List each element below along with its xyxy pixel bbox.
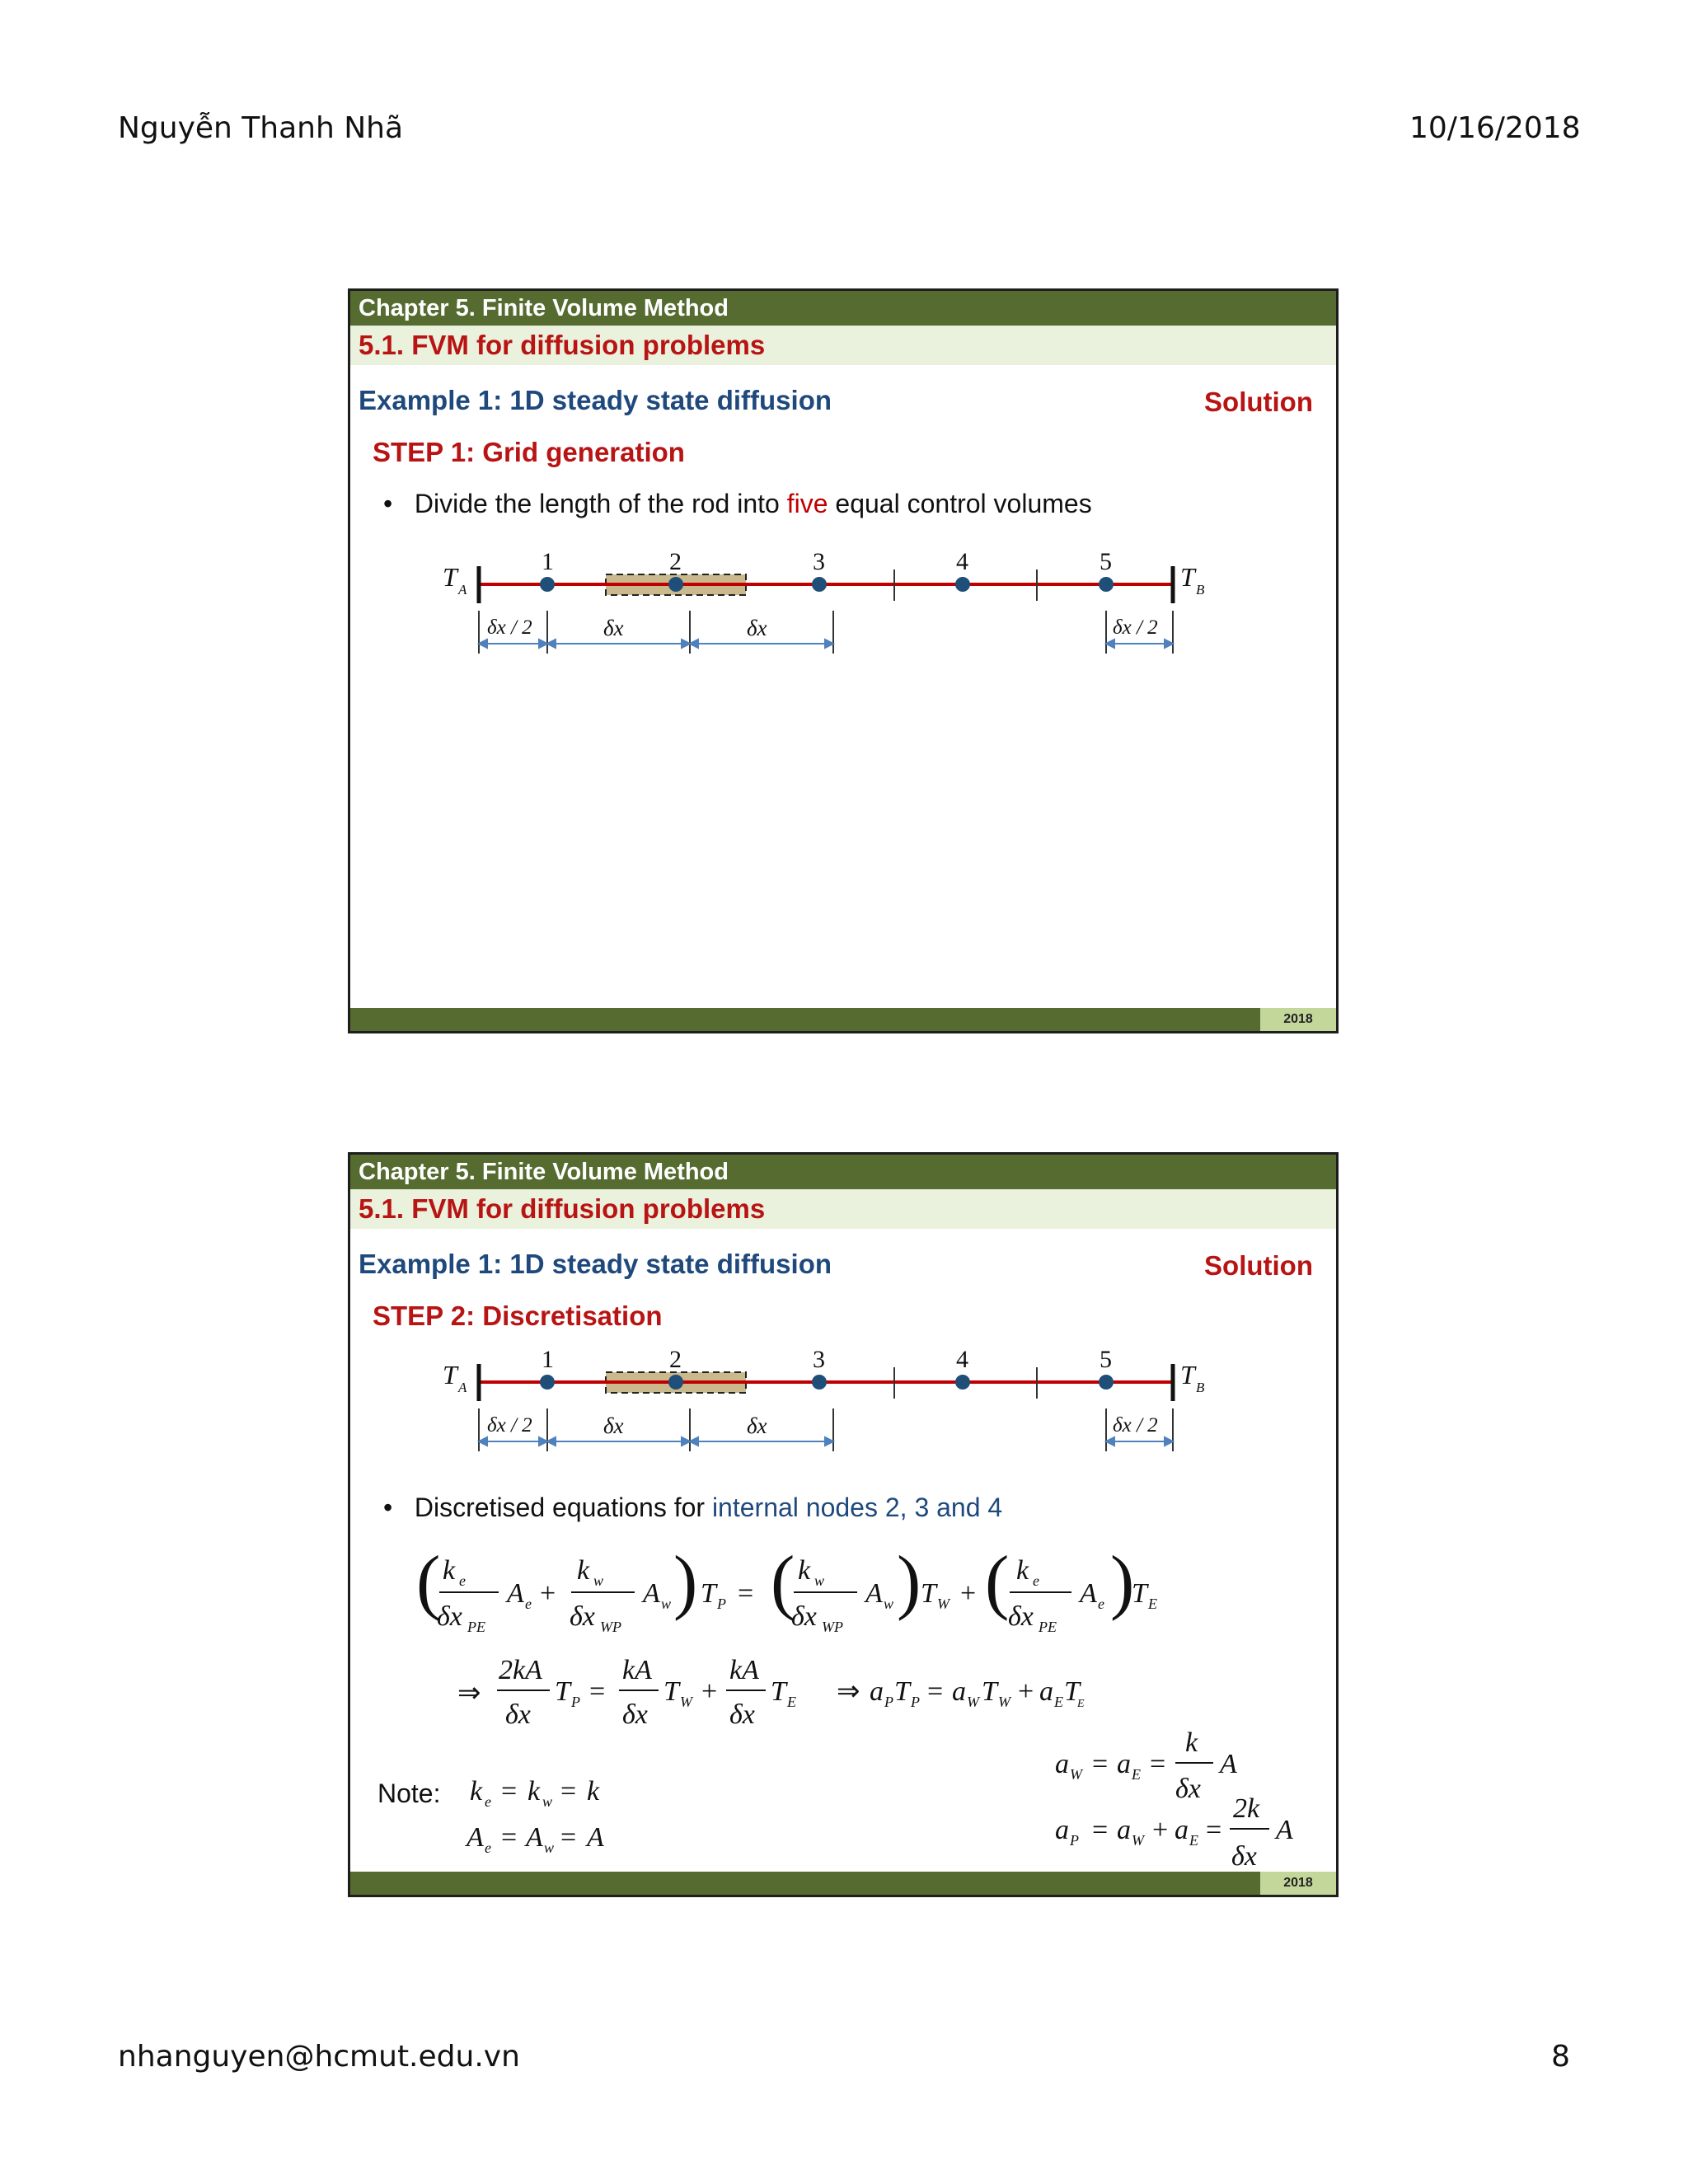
svg-text:P: P bbox=[717, 1596, 726, 1612]
highlight-five: five bbox=[786, 489, 828, 518]
svg-text:A: A bbox=[1220, 1749, 1237, 1779]
slide-2 bbox=[348, 1152, 1339, 1897]
svg-text:T: T bbox=[701, 1578, 716, 1609]
svg-text:k: k bbox=[1016, 1555, 1029, 1586]
svg-text:E: E bbox=[1054, 1694, 1063, 1710]
left-boundary-label: T bbox=[443, 562, 457, 592]
svg-text:2k: 2k bbox=[1233, 1793, 1260, 1824]
svg-text:δx: δx bbox=[1008, 1601, 1034, 1632]
svg-text:a: a bbox=[1055, 1815, 1069, 1845]
chapter-title: Chapter 5. Finite Volume Method bbox=[350, 291, 1336, 326]
dim-full-1: δx bbox=[603, 1413, 624, 1438]
bullet-text: • Discretised equations for internal nodes 2, 3 and 4 bbox=[383, 1493, 1003, 1522]
note-equations bbox=[467, 1769, 684, 1859]
example-title: Example 1: 1D steady state diffusion bbox=[359, 385, 832, 415]
svg-text:a: a bbox=[1055, 1749, 1069, 1779]
svg-text:k: k bbox=[443, 1555, 456, 1586]
svg-text:E: E bbox=[1189, 1832, 1198, 1849]
node-label-5: 5 bbox=[1100, 548, 1112, 575]
discretised-equation bbox=[416, 1538, 1158, 1645]
example-title: Example 1: 1D steady state diffusion bbox=[359, 1249, 832, 1279]
svg-text:a: a bbox=[1117, 1815, 1131, 1845]
svg-text:=: = bbox=[1206, 1815, 1222, 1845]
solution-label: Solution bbox=[1204, 1250, 1313, 1281]
svg-text:2kA: 2kA bbox=[499, 1655, 542, 1685]
node-label-3: 3 bbox=[813, 1346, 825, 1373]
svg-text:A: A bbox=[1276, 1815, 1293, 1845]
svg-text:k: k bbox=[1185, 1727, 1198, 1758]
svg-text:δx: δx bbox=[1175, 1774, 1201, 1804]
svg-text:k: k bbox=[798, 1555, 811, 1586]
node-label-2: 2 bbox=[669, 548, 682, 575]
svg-text:WP: WP bbox=[822, 1619, 843, 1635]
svg-text:e: e bbox=[1098, 1596, 1104, 1612]
svg-text:E: E bbox=[1132, 1766, 1141, 1783]
svg-text:T: T bbox=[663, 1676, 679, 1707]
svg-text:P: P bbox=[884, 1694, 893, 1710]
svg-text:PE: PE bbox=[467, 1619, 485, 1635]
simplified-equation bbox=[457, 1649, 1084, 1740]
svg-text:E: E bbox=[1077, 1698, 1085, 1710]
svg-text:P: P bbox=[911, 1694, 920, 1710]
right-boundary-label: T bbox=[1180, 1360, 1195, 1390]
svg-text:δx: δx bbox=[1231, 1841, 1257, 1872]
svg-text:(: ( bbox=[771, 1542, 795, 1622]
svg-text:=: = bbox=[1092, 1749, 1109, 1779]
svg-text:T: T bbox=[1064, 1676, 1080, 1707]
dim-half-right: δx / 2 bbox=[1113, 616, 1158, 639]
svg-text:(: ( bbox=[985, 1542, 1010, 1622]
right-boundary-sub: B bbox=[1196, 582, 1205, 598]
svg-text:k: k bbox=[587, 1776, 600, 1807]
svg-text:+: + bbox=[1018, 1676, 1034, 1707]
svg-text:T: T bbox=[894, 1676, 910, 1707]
dim-full-1: δx bbox=[603, 616, 624, 640]
svg-text:=: = bbox=[738, 1578, 754, 1609]
svg-text:=: = bbox=[927, 1676, 944, 1707]
svg-text:A: A bbox=[507, 1578, 524, 1609]
step-title: STEP 1: Grid generation bbox=[373, 437, 685, 467]
svg-text:A: A bbox=[865, 1578, 883, 1609]
svg-text:δx: δx bbox=[437, 1601, 462, 1632]
svg-text:+: + bbox=[960, 1578, 977, 1609]
svg-text:=: = bbox=[1150, 1749, 1166, 1779]
svg-text:e: e bbox=[1033, 1572, 1039, 1589]
svg-text:T: T bbox=[982, 1676, 997, 1707]
left-boundary-sub: A bbox=[458, 582, 467, 598]
svg-text:+: + bbox=[540, 1578, 556, 1609]
svg-text:k: k bbox=[470, 1776, 483, 1807]
right-boundary-sub: B bbox=[1196, 1380, 1205, 1395]
svg-text:=: = bbox=[501, 1822, 518, 1853]
svg-text:A: A bbox=[587, 1822, 604, 1853]
svg-text:w: w bbox=[884, 1596, 894, 1612]
note-label: Note: bbox=[377, 1779, 441, 1808]
node-label-4: 4 bbox=[956, 1346, 968, 1373]
svg-text:=: = bbox=[501, 1776, 518, 1807]
svg-text:A: A bbox=[1080, 1578, 1097, 1609]
svg-text:): ) bbox=[673, 1542, 698, 1622]
svg-text:k: k bbox=[528, 1776, 541, 1807]
svg-text:e: e bbox=[459, 1572, 466, 1589]
node-label-2: 2 bbox=[669, 1346, 682, 1373]
slide-footer-bar bbox=[350, 1008, 1336, 1031]
slide-1 bbox=[348, 288, 1339, 1033]
slide-footer-bar bbox=[350, 1872, 1336, 1895]
dim-half-left: δx / 2 bbox=[487, 1414, 532, 1436]
svg-text:=: = bbox=[560, 1776, 577, 1807]
node-label-4: 4 bbox=[956, 548, 968, 575]
svg-text:w: w bbox=[542, 1793, 553, 1810]
svg-text:a: a bbox=[1039, 1676, 1053, 1707]
svg-text:a: a bbox=[1175, 1815, 1189, 1845]
svg-text:W: W bbox=[967, 1694, 979, 1710]
solution-label: Solution bbox=[1204, 387, 1313, 417]
svg-text:a: a bbox=[952, 1676, 966, 1707]
svg-text:=: = bbox=[560, 1822, 577, 1853]
dim-full-2: δx bbox=[747, 1413, 767, 1438]
svg-text:w: w bbox=[814, 1572, 825, 1589]
svg-text:): ) bbox=[897, 1542, 921, 1622]
svg-text:e: e bbox=[485, 1840, 491, 1856]
svg-text:k: k bbox=[577, 1555, 590, 1586]
svg-text:w: w bbox=[661, 1596, 672, 1612]
node-label-1: 1 bbox=[542, 1346, 554, 1373]
svg-text:+: + bbox=[1152, 1815, 1169, 1845]
rod-grid-diagram bbox=[443, 548, 1234, 668]
svg-text:kA: kA bbox=[622, 1655, 652, 1685]
slide-year: 2018 bbox=[1260, 1872, 1336, 1895]
svg-text:kA: kA bbox=[729, 1655, 759, 1685]
svg-text:W: W bbox=[1070, 1766, 1082, 1783]
svg-text:δx: δx bbox=[505, 1699, 531, 1730]
author-email: nhanguyen@hcmut.edu.vn bbox=[118, 2040, 520, 2074]
svg-text:δx: δx bbox=[791, 1601, 817, 1632]
svg-text:): ) bbox=[1110, 1542, 1135, 1622]
node-label-5: 5 bbox=[1100, 1346, 1112, 1373]
svg-text:δx: δx bbox=[729, 1699, 755, 1730]
svg-text:w: w bbox=[544, 1840, 555, 1856]
page-date: 10/16/2018 bbox=[1409, 111, 1581, 145]
svg-text:T: T bbox=[1132, 1578, 1147, 1609]
dim-half-right: δx / 2 bbox=[1113, 1414, 1158, 1436]
svg-text:W: W bbox=[680, 1694, 692, 1710]
svg-text:W: W bbox=[998, 1694, 1010, 1710]
svg-text:w: w bbox=[593, 1572, 604, 1589]
dim-half-left: δx / 2 bbox=[487, 616, 532, 639]
dim-full-2: δx bbox=[747, 616, 767, 640]
svg-text:a: a bbox=[1117, 1749, 1131, 1779]
svg-text:e: e bbox=[525, 1596, 532, 1612]
section-title: 5.1. FVM for diffusion problems bbox=[350, 326, 1336, 365]
coefficient-equations bbox=[1055, 1715, 1319, 1880]
step-title: STEP 2: Discretisation bbox=[373, 1301, 663, 1331]
bullet-dot: • bbox=[383, 1493, 393, 1522]
section-title: 5.1. FVM for diffusion problems bbox=[350, 1189, 1336, 1229]
svg-text:WP: WP bbox=[600, 1619, 621, 1635]
svg-text:⇒: ⇒ bbox=[457, 1678, 481, 1708]
svg-text:+: + bbox=[701, 1676, 718, 1707]
left-boundary-label: T bbox=[443, 1360, 457, 1390]
bullet-text: • Divide the length of the rod into five equal control volumes bbox=[383, 489, 1092, 518]
svg-text:P: P bbox=[1070, 1832, 1079, 1849]
svg-text:T: T bbox=[771, 1676, 786, 1707]
svg-text:A: A bbox=[467, 1822, 484, 1853]
chapter-title: Chapter 5. Finite Volume Method bbox=[350, 1155, 1336, 1189]
right-boundary-label: T bbox=[1180, 562, 1195, 592]
svg-text:e: e bbox=[485, 1793, 491, 1810]
author-name: Nguyễn Thanh Nhã bbox=[118, 111, 404, 145]
svg-text:W: W bbox=[937, 1596, 950, 1612]
svg-text:⇒: ⇒ bbox=[837, 1676, 860, 1707]
svg-text:E: E bbox=[1148, 1596, 1157, 1612]
rod-grid-diagram bbox=[443, 1346, 1234, 1465]
svg-text:(: ( bbox=[416, 1542, 441, 1622]
svg-text:δx: δx bbox=[622, 1699, 648, 1730]
svg-text:A: A bbox=[526, 1822, 543, 1853]
svg-text:a: a bbox=[870, 1676, 884, 1707]
svg-text:=: = bbox=[589, 1676, 606, 1707]
svg-text:T: T bbox=[555, 1676, 570, 1707]
svg-text:PE: PE bbox=[1039, 1619, 1057, 1635]
svg-text:A: A bbox=[643, 1578, 660, 1609]
node-label-3: 3 bbox=[813, 548, 825, 575]
svg-text:W: W bbox=[1132, 1832, 1144, 1849]
left-boundary-sub: A bbox=[458, 1380, 467, 1395]
page-number: 8 bbox=[1551, 2040, 1570, 2074]
svg-text:=: = bbox=[1092, 1815, 1109, 1845]
svg-text:δx: δx bbox=[570, 1601, 595, 1632]
highlight-internal-nodes: internal nodes 2, 3 and 4 bbox=[711, 1493, 1003, 1522]
svg-text:P: P bbox=[571, 1694, 580, 1710]
bullet-dot: • bbox=[383, 489, 393, 518]
node-label-1: 1 bbox=[542, 548, 554, 575]
svg-text:E: E bbox=[787, 1694, 796, 1710]
slide-year: 2018 bbox=[1260, 1008, 1336, 1031]
svg-text:T: T bbox=[921, 1578, 936, 1609]
